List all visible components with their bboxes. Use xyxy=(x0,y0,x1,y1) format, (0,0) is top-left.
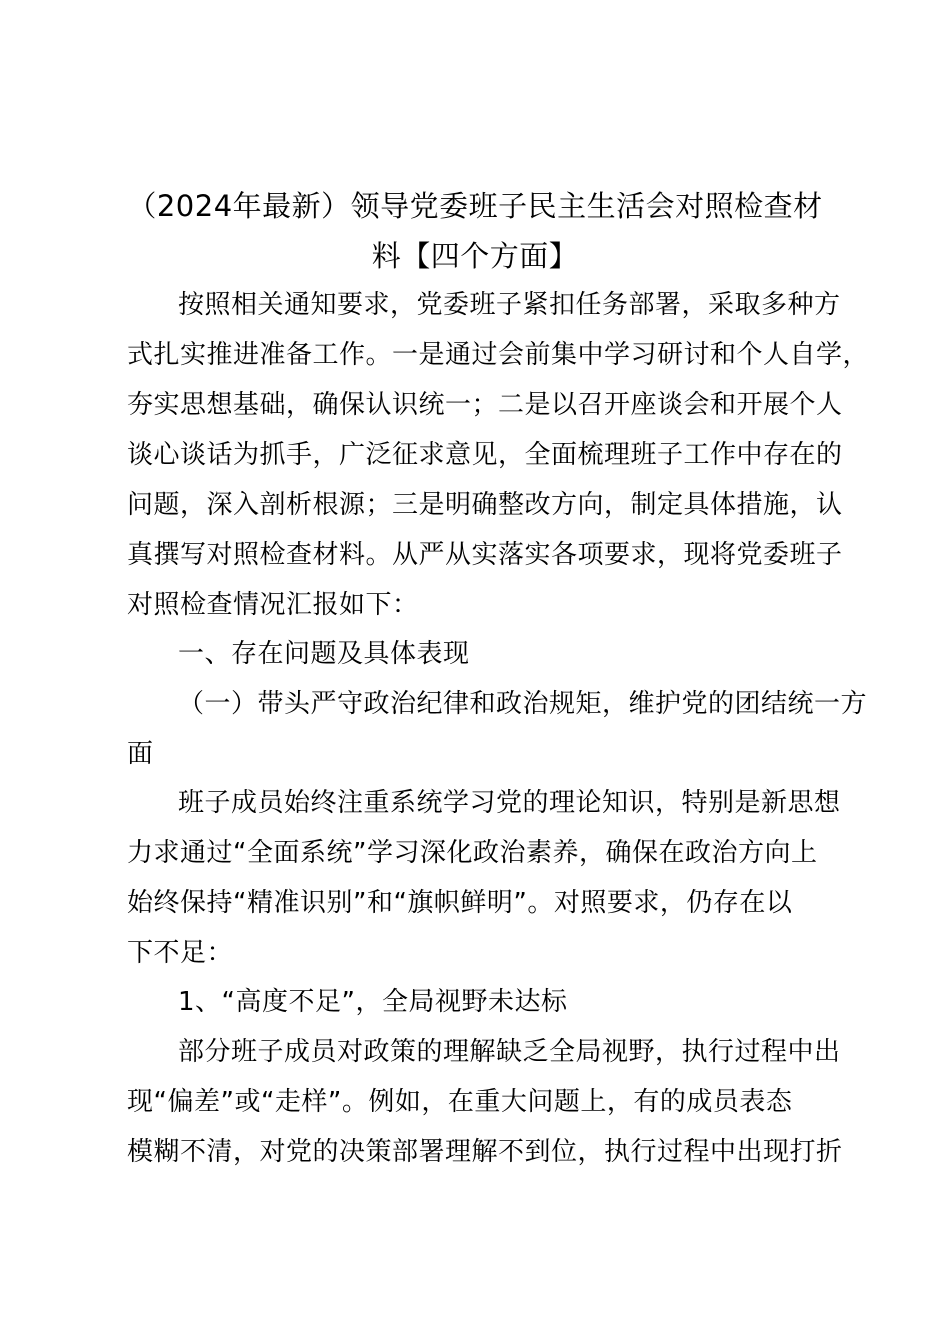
subsection-heading: （一）带头严守政治纪律和政治规矩，维护党的团结统一方 xyxy=(178,689,868,719)
document-title-line-1: （2024年最新）领导党委班子民主生活会对照检查材 xyxy=(127,189,823,223)
body-line: 班子成员始终注重系统学习党的理论知识，特别是新思想 xyxy=(178,788,841,818)
body-line: 现“偏差”或“走样”。例如，在重大问题上，有的成员表态 xyxy=(127,1087,793,1117)
body-line: 夯实思想基础，确保认识统一；二是以召开座谈会和开展个人 xyxy=(127,390,843,420)
body-line: 模糊不清，对党的决策部署理解不到位，执行过程中出现打折 xyxy=(127,1137,843,1167)
body-line: 式扎实推进准备工作。一是通过会前集中学习研讨和个人自学， xyxy=(127,340,870,370)
section-heading: 一、存在问题及具体表现 xyxy=(178,639,470,669)
body-line: 对照检查情况汇报如下： xyxy=(127,590,419,620)
body-line: 部分班子成员对政策的理解缺乏全局视野，执行过程中出 xyxy=(178,1037,841,1067)
body-line: 谈心谈话为抓手，广泛征求意见，全面梳理班子工作中存在的 xyxy=(127,440,843,470)
body-line: 问题，深入剖析根源；三是明确整改方向，制定具体措施，认 xyxy=(127,490,843,520)
body-line: 按照相关通知要求，党委班子紧扣任务部署，采取多种方 xyxy=(178,290,841,320)
item-heading: 1、“高度不足”，全局视野未达标 xyxy=(178,987,568,1017)
document-title-line-2: 料【四个方面】 xyxy=(371,239,579,273)
body-line: 力求通过“全面系统”学习深化政治素养，确保在政治方向上 xyxy=(127,838,818,868)
body-line: 下不足： xyxy=(127,938,234,968)
body-line: 真撰写对照检查材料。从严从实落实各项要求，现将党委班子 xyxy=(127,540,843,570)
body-line: 始终保持“精准识别”和“旗帜鲜明”。对照要求，仍存在以 xyxy=(127,888,793,918)
subsection-heading-continued: 面 xyxy=(127,739,154,769)
